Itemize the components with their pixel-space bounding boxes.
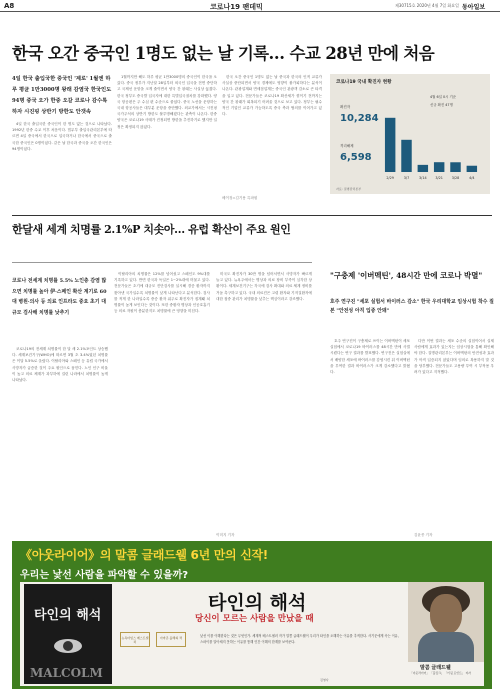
- chart-tick-label: 4/4: [469, 176, 475, 180]
- page-header: [0, 0, 500, 12]
- author-detail: 「아웃라이어」 「블링크」 「티핑 포인트」 저자: [410, 671, 471, 675]
- author-name: 말콤 글래드웰: [420, 665, 451, 671]
- story2-byline: 이미지 기자: [216, 533, 235, 537]
- chart-bar: [418, 165, 428, 172]
- story1-column-3: 한국 오간 중국인 1명도 없는 날 중국과 한국의 인적 교류가 사실상 중단되면서 양국 경제에도 영향이 불가피하다는 분석이 나온다. 관광업계와 면세점업계는 중국인 관광객 감소로 큰 타격을 입고 있다. 전문가들은 코로나19 확산세가 꺾이기 전까지는 양국 간 왕래가 회복되기 어려울 것으로 보고 있다. 정부는 필수적인 기업인 교류가 가능하도록 중국 측과 협의를 이어가고 있다.: [222, 75, 322, 117]
- divider: [12, 215, 492, 216]
- story1-lede: 4일 한국 출입국한 중국인 '제로' 1월엔 하루 평균 1만3000명 왕래 감염국 한국인도 94명 중국 오가 한중 오갈 코로나 감수록 하자 시진핑 상반기 방한도 안갯속: [12, 76, 112, 115]
- section-title: 코로나19 팬데믹: [210, 3, 263, 11]
- story1-column-1: 4일 한국 출입국한 중국인이 한 명도 없는 것으로 나타났다. 1992년 한중 수교 이후 처음이다. 법무부 출입국관리본부에 따르면 4일 중국에서 한국으로 입국하거나 한국에서 중국으로 출국한 중국인은 0명이었다. 같은 날 한국과 중국을 오간 한국인은 94명이었다.: [12, 122, 112, 151]
- story2-lede: 코로나 전세계 치명률 5.5% 노인층 감염 많으면 치명률 높아 伊·스페인 확산 계기로 60대 병원·의사 등 의료 인프라도 중요 초기 대규모 검사해 치명률 낮추기: [12, 278, 107, 316]
- award-badge: 뉴욕타임스 베스트셀러: [120, 632, 150, 647]
- ad-subtitle: 우리는 낯선 사람을 파악할 수 있을까?: [20, 570, 189, 581]
- story2-column-3: 미국도 확진자가 30만 명을 넘어서면서 사망자가 빠르게 늘고 있다. 뉴욕주에서는 병상과 의료 장비 부족이 심각한 상황이다. 세계보건기구는 각국에 검사 확대와 의료 체계 정비를 거듭 촉구하고 있다. 국내 의료진은 고령 환자와 기저질환자에 대한 집중 관리가 치명률을 낮추는 핵심이라고 강조했다.: [216, 272, 312, 301]
- chart-source: 자료: 질병관리본부: [336, 187, 362, 191]
- author-photo: [408, 582, 484, 662]
- book-advertisement[interactable]: [12, 541, 492, 689]
- award-badges: [120, 632, 192, 668]
- chart-tick-label: 3/28: [451, 176, 460, 180]
- chart-bar: [385, 118, 395, 172]
- chart-note-date: 4월 6일 0시 기준: [430, 95, 457, 99]
- chart-tick-label: 3/7: [403, 176, 410, 180]
- divider: [12, 262, 312, 263]
- ad-title: 《아웃라이어》의 말콤 글래드웰 6년 만의 신작!: [20, 548, 268, 562]
- story1-byline: 베이징=김기용 특파원: [222, 196, 258, 200]
- publisher-name: 김영사: [320, 678, 329, 682]
- story2-column-2: 이탈리아의 치명률은 12%를 넘어섰고 스페인도 9%대를 기록하고 있다. 반면 한국과 독일은 1~2%대에 머물고 있다. 전문가들은 초기에 대규모 진단검사를 실시해 경증 환자까지 찾아낸 국가일수록 치명률이 낮게 나타난다고 분석한다. 검사를 적게 한 나라일수록 중증 환자 위주로 확진자가 집계돼 치명률이 높게 보인다는 것이다. 또한 중환자 병상과 인공호흡기 등 의료 자원이 충분한지도 치명률에 큰 영향을 미친다.: [114, 272, 210, 314]
- chart-title: 코로나19 국내 확진자 현황: [336, 80, 392, 85]
- story3-byline: 김윤종 기자: [414, 533, 433, 537]
- chart-bars: [378, 108, 484, 182]
- page-number: A8: [4, 2, 15, 10]
- story3-headline[interactable]: "구충제 '이버멕틴', 48시간 만에 코로나 박멸": [330, 271, 483, 280]
- story2-headline[interactable]: 한달새 세계 치명률 2.1%P 치솟아… 유럽 확산이 주요 원인: [12, 223, 291, 236]
- chart-stat2-value: 6,598: [340, 152, 372, 163]
- covid-chart: [330, 74, 490, 194]
- chart-stat1-value: 10,284: [340, 113, 379, 124]
- story3-column-2: 다만 이번 결과는 세포 수준의 실험이어서 실제 사람에게 효과가 있는지는 임상시험을 통해 확인해야 한다. 질병관리본부는 이버멕틴의 안전성과 효과가 아직 입증되지 않았다며 임의로 복용하지 말 것을 당부했다. 전문가들도 고용량 투여 시 부작용 우려가 있다고 지적했다.: [414, 339, 494, 375]
- chart-bar: [467, 166, 477, 172]
- book-cover-title: 타인의 해석: [34, 608, 102, 623]
- story1-column-2: 1월까지만 해도 하루 평균 1만3000명의 중국인이 한국을 오갔다. 중국 정부가 지난달 28일부터 외국인 입국을 전면 중단하고 국제선 운항을 크게 줄이면서 양국 간 왕래는 사실상 끊겼다. 한국 정부도 중국발 입국자에 대한 특별입국절차를 강화했다. 양국 항공편은 주 수십 편 수준으로 줄었다. 중국 노선을 운항하는 국내 항공사들은 대부분 운항을 중단했다. 외교가에서는 시진핑 국가주석의 상반기 방한도 불투명해졌다는 관측이 나온다. 한중 양국은 코로나19 사태가 진정되면 방한을 추진하기로 했지만 일정은 확정되지 않았다.: [117, 75, 217, 129]
- chart-stat1-label: 확진자: [340, 105, 351, 109]
- book-subtitle: 당신이 모르는 사람을 만났을 때: [195, 614, 314, 624]
- chart-tick-label: 3/14: [419, 176, 427, 180]
- newspaper-name: 동아일보: [462, 4, 486, 11]
- book-cover-author: MALCOLM: [30, 666, 103, 680]
- eye-icon: [54, 639, 82, 653]
- story3-lede: 호주 연구진 "세포 실험서 바이러스 감소" 한국 우리대학교 임상시험 착수 질본 "안전성 아직 입증 안돼": [330, 299, 494, 314]
- book-description: 낯선 이를 이해한다는 것은 무엇인가. 세계적 베스트셀러 작가 말콤 글래드웰이 우리가 타인을 오해하는 이유를 추적한다. 사기꾼에게 속는 이유, 스파이를 알아채지 못하는 이유를 통해 인간 이해의 한계를 보여준다.: [200, 634, 399, 644]
- award-badge: 아마존 올해의 책: [156, 632, 186, 647]
- story1-headline[interactable]: 한국 오간 중국인 1명도 없는 날 기록… 수교 28년 만에 처음: [12, 44, 435, 63]
- chart-tick-label: 3/21: [435, 176, 443, 180]
- chart-bar: [401, 140, 411, 172]
- story3-column-1: 호주 연구진이 구충제로 쓰이는 이버멕틴이 세포 실험에서 코로나19 바이러스를 48시간 만에 사멸시켰다는 연구 결과를 발표했다. 연구진은 실험실에서 배양한 세포에 바이러스를 감염시킨 뒤 이버멕틴을 투여한 결과 바이러스가 크게 감소했다고 밝혔다.: [330, 339, 410, 375]
- chart-tick-label: 2/29: [386, 176, 394, 180]
- chart-stat2-label: 격리해제: [340, 144, 354, 148]
- chart-bar: [450, 162, 460, 172]
- issue-date: 제30715호 2020년 4월 7일 화요일: [395, 3, 459, 8]
- book-cover-image[interactable]: [24, 584, 112, 684]
- chart-bar: [434, 162, 444, 172]
- chart-note-new: 신규 확진 47명: [430, 103, 453, 107]
- book-title: 타인의 해석: [208, 592, 307, 614]
- story2-column-1: 코로나19의 전세계 치명률이 한 달 새 2.1%포인트 상승했다. 세계보건기구(WHO)에 따르면 3월 초 3.4%였던 치명률은 이달 5.5%로 올랐다. 이탈리아와 스페인 등 유럽 국가에서 사망자가 급증한 것이 주요 원인으로 꼽힌다. 노인 인구 비율이 높고 의료 체계가 과부하에 걸린 나라에서 치명률이 높게 나타났다.: [12, 347, 108, 383]
- ad-panel: [20, 582, 484, 686]
